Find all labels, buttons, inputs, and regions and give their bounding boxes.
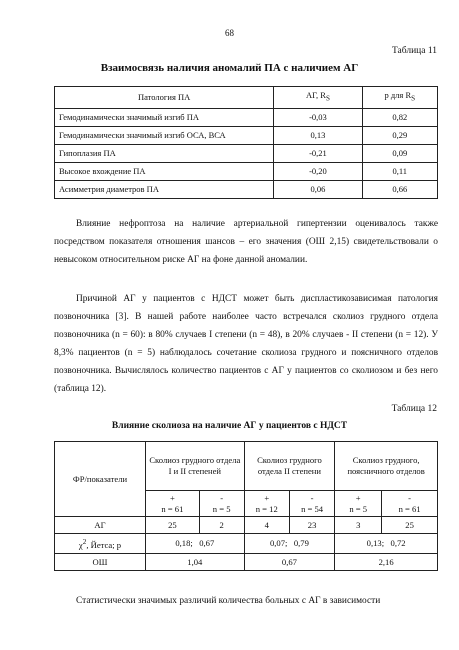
cell-value: 0,18; 0,67	[146, 534, 245, 554]
header-p-sub: S	[411, 94, 416, 103]
row-r: 0,13	[274, 126, 362, 144]
table-subheader	[146, 491, 200, 517]
paragraph-1-text: Влияние нефроптоза на наличие артериальной гипертензии оценивалось также посредством показателя отношения шансов – его значения (ОШ 2,15) свидетельствовали о невысоком относительном риске АГ на фоне данной аномалии.	[54, 219, 438, 265]
subheader-n: n = 5	[212, 503, 231, 514]
row-name: Асимметрия диаметров ПА	[55, 180, 274, 198]
row-p: 0,66	[362, 180, 437, 198]
row-name: Гемодинамически значимый изгиб ПА	[55, 108, 274, 126]
table-row	[55, 180, 438, 198]
table-header-r	[274, 87, 362, 109]
cell-value: 0,13; 0,72	[335, 534, 438, 554]
cell-value: 0,67	[244, 553, 335, 570]
table-row	[55, 517, 438, 534]
table-header-group: Сколиоз грудного, поясничного отделов	[335, 442, 438, 491]
cell-value: 25	[382, 517, 438, 534]
table-11	[54, 86, 438, 199]
row-r: -0,21	[274, 144, 362, 162]
row-label-ag: АГ	[55, 517, 146, 534]
cell-value: 2,16	[335, 553, 438, 570]
table-header-group: Сколиоз грудного отдела II степени	[244, 442, 335, 491]
row-label-chi	[55, 534, 146, 554]
header-p-text: p для R	[384, 90, 412, 100]
subheader-sign: +	[264, 492, 270, 503]
table-header-p	[362, 87, 437, 109]
cell-value: 3	[335, 517, 382, 534]
chi-sup: 2	[82, 538, 87, 546]
table-header-row	[55, 87, 438, 109]
cell-value: 1,04	[146, 553, 245, 570]
cell-value: 25	[146, 517, 200, 534]
table-subheader	[289, 491, 334, 517]
row-r: -0,03	[274, 108, 362, 126]
cell-value: 23	[289, 517, 334, 534]
table-subheader	[199, 491, 244, 517]
table-12-label: Таблица 12	[391, 404, 437, 414]
table-row	[55, 144, 438, 162]
paragraph-3-text: Статистически значимых различий количества больных с АГ в зависимости	[76, 596, 381, 606]
row-name: Высокое вхождение ПА	[55, 162, 274, 180]
table-header-row	[55, 442, 438, 491]
table-row	[55, 126, 438, 144]
subheader-sign: -	[408, 492, 412, 503]
subheader-sign: +	[169, 492, 175, 503]
subheader-sign: +	[355, 492, 361, 503]
table-header-group: Сколиоз грудного отдела I и II степеней	[146, 442, 245, 491]
table-11-title: Взаимосвязь наличия аномалий ПА с наличием АГ	[100, 62, 359, 74]
cell-value: 0,07; 0,79	[244, 534, 335, 554]
table-11-label: Таблица 11	[391, 46, 437, 56]
paragraph-2	[54, 290, 438, 398]
table-row	[55, 162, 438, 180]
cell-value: 4	[244, 517, 289, 534]
table-12	[54, 441, 438, 571]
chi-symbol: χ	[78, 539, 83, 550]
table-header-factor: ФР/показатели	[55, 442, 146, 517]
table-header-pathology: Патология ПА	[55, 87, 274, 109]
subheader-sign: -	[310, 492, 314, 503]
table-12-title: Влияние сколиоза на наличие АГ у пациентов с НДСТ	[111, 421, 348, 431]
paragraph-2-text: Причиной АГ у пациентов с НДСТ может быть диспластикозависимая патология позвоночника [3]. В нашей работе наиболее часто встречался сколиоз грудного отдела позвоночника (n = 60): в 80% случаев I степени (n = 48), в 20% случаев - II степени (n = 12). У 8,3% пациентов (n = 5) наблюдалось сочетание сколиоза грудного и поясничного отделов позвоночника. Вычислялось количество пациентов с АГ у пациентов со сколиозом и без него (таблица 12).	[54, 294, 438, 394]
row-p: 0,82	[362, 108, 437, 126]
header-r-text: АГ, R	[305, 90, 326, 100]
page-number: 68	[225, 28, 234, 38]
subheader-n: n = 12	[255, 503, 278, 514]
row-r: -0,20	[274, 162, 362, 180]
chi-rest: , Йетса; р	[86, 539, 122, 550]
subheader-n: n = 5	[349, 503, 368, 514]
header-r-sub: S	[325, 94, 330, 103]
table-row	[55, 534, 438, 554]
table-row	[55, 108, 438, 126]
row-p: 0,09	[362, 144, 437, 162]
row-p: 0,11	[362, 162, 437, 180]
row-label-or: ОШ	[55, 553, 146, 570]
row-name: Гемодинамически значимый изгиб ОСА, ВСА	[55, 126, 274, 144]
table-subheader	[244, 491, 289, 517]
subheader-n: n = 61	[161, 503, 184, 514]
paragraph-3	[54, 592, 438, 610]
subheader-sign: -	[220, 492, 224, 503]
table-subheader	[335, 491, 382, 517]
cell-value: 2	[199, 517, 244, 534]
table-row	[55, 553, 438, 570]
subheader-n: n = 54	[301, 503, 324, 514]
paragraph-1	[54, 215, 438, 269]
row-p: 0,29	[362, 126, 437, 144]
table-subheader	[382, 491, 438, 517]
row-name: Гипоплазия ПА	[55, 144, 274, 162]
row-r: 0,06	[274, 180, 362, 198]
subheader-n: n = 61	[398, 503, 421, 514]
